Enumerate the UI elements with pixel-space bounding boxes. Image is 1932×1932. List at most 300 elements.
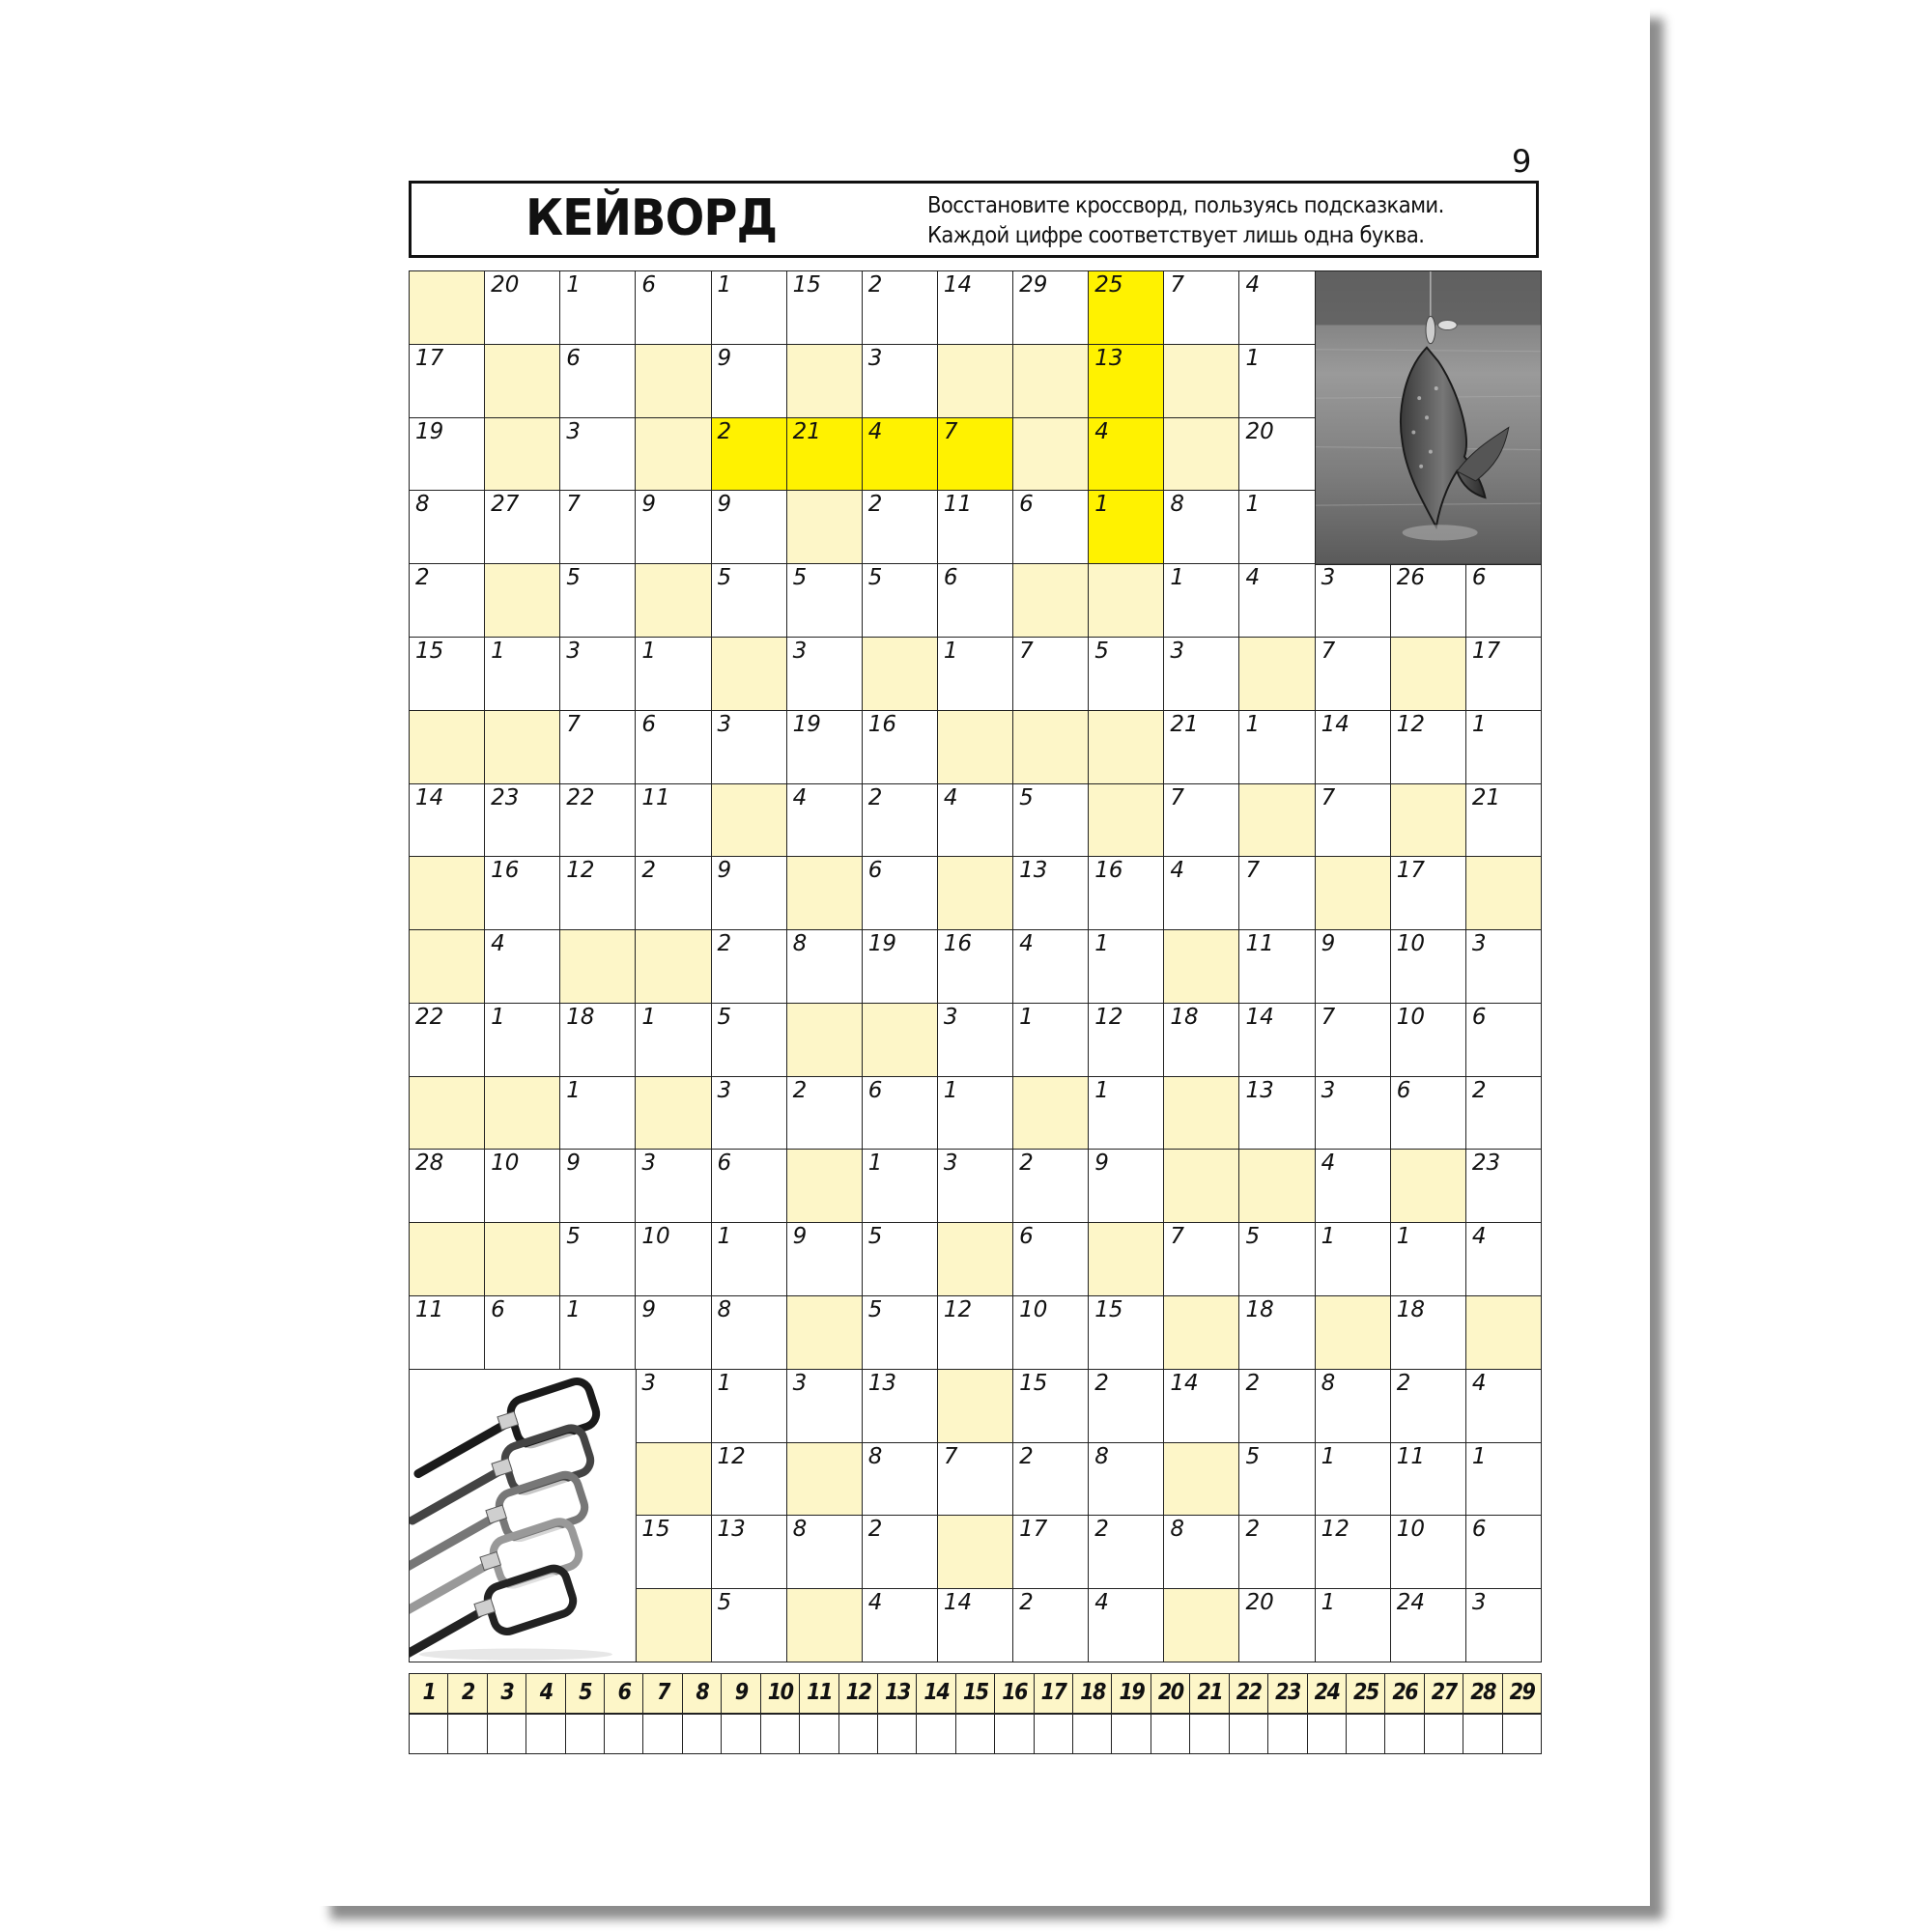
grid-cell[interactable] [711, 1222, 788, 1296]
grid-cell[interactable] [1315, 1588, 1392, 1662]
grid-cell-shaded[interactable] [1012, 417, 1090, 492]
grid-cell-shaded[interactable] [1012, 1076, 1090, 1151]
grid-cell[interactable] [1012, 929, 1090, 1004]
grid-cell[interactable] [1315, 929, 1392, 1004]
grid-cell[interactable] [1238, 929, 1316, 1004]
grid-cell[interactable] [1238, 1003, 1316, 1077]
key-letter-cell[interactable] [1034, 1714, 1074, 1754]
grid-cell[interactable] [711, 1003, 788, 1077]
grid-cell[interactable] [1238, 1515, 1316, 1589]
grid-cell[interactable] [1465, 1003, 1543, 1077]
grid-cell[interactable] [1012, 783, 1090, 858]
grid-cell[interactable] [1390, 1003, 1467, 1077]
cell-number: 4 [943, 784, 958, 810]
grid-cell[interactable] [1163, 637, 1240, 711]
grid-cell[interactable] [862, 1149, 939, 1223]
grid-cell-shaded[interactable] [1390, 783, 1467, 858]
grid-cell[interactable] [559, 637, 637, 711]
grid-cell-shaded[interactable] [1390, 1149, 1467, 1223]
grid-cell[interactable] [1012, 856, 1090, 930]
key-letter-cell[interactable] [604, 1714, 644, 1754]
grid-cell[interactable] [559, 1149, 637, 1223]
grid-cell-shaded[interactable] [484, 710, 561, 784]
grid-cell-shaded[interactable] [786, 1003, 864, 1077]
grid-cell[interactable] [1088, 1588, 1165, 1662]
grid-cell[interactable] [484, 783, 561, 858]
grid-cell-shaded[interactable] [1163, 417, 1240, 492]
grid-cell[interactable] [1163, 783, 1240, 858]
grid-cell[interactable] [1390, 1222, 1467, 1296]
grid-cell-shaded[interactable] [1088, 783, 1165, 858]
grid-cell[interactable] [862, 1076, 939, 1151]
grid-cell-shaded[interactable] [786, 490, 864, 564]
grid-cell[interactable] [862, 1295, 939, 1370]
grid-cell[interactable] [409, 637, 486, 711]
grid-cell[interactable] [635, 1369, 712, 1443]
grid-cell[interactable] [711, 563, 788, 638]
grid-cell[interactable] [635, 270, 712, 345]
grid-cell[interactable] [1238, 1222, 1316, 1296]
grid-cell[interactable] [1465, 1515, 1543, 1589]
key-letter-cell[interactable] [1229, 1714, 1269, 1754]
cell-number: 16 [867, 711, 897, 737]
grid-cell-shaded[interactable] [1163, 1295, 1240, 1370]
grid-cell-shaded[interactable] [1012, 344, 1090, 418]
grid-cell[interactable] [1390, 1295, 1467, 1370]
grid-cell-shaded[interactable] [786, 1149, 864, 1223]
grid-cell[interactable] [711, 1588, 788, 1662]
grid-cell[interactable] [786, 1369, 864, 1443]
grid-cell[interactable] [1238, 1076, 1316, 1151]
grid-cell-shaded[interactable] [1163, 1442, 1240, 1517]
grid-cell[interactable] [862, 563, 939, 638]
grid-cell[interactable] [559, 490, 637, 564]
grid-cell-shaded[interactable] [1465, 856, 1543, 930]
grid-cell[interactable] [1163, 710, 1240, 784]
key-letter-cell[interactable] [1463, 1714, 1503, 1754]
key-letter-cell[interactable] [799, 1714, 839, 1754]
key-letter-cell[interactable] [994, 1714, 1035, 1754]
grid-cell[interactable] [1390, 710, 1467, 784]
grid-cell[interactable] [1465, 783, 1543, 858]
grid-cell[interactable] [1390, 1588, 1467, 1662]
grid-cell[interactable] [1088, 637, 1165, 711]
grid-cell[interactable] [711, 1515, 788, 1589]
grid-cell[interactable] [1465, 929, 1543, 1004]
grid-cell[interactable] [711, 490, 788, 564]
grid-cell[interactable] [1238, 1369, 1316, 1443]
key-letter-cell[interactable] [642, 1714, 683, 1754]
key-letter-cell[interactable] [1346, 1714, 1386, 1754]
grid-cell[interactable] [1238, 270, 1316, 345]
key-letter-cell[interactable] [682, 1714, 723, 1754]
grid-cell-shaded[interactable] [409, 929, 486, 1004]
grid-cell[interactable] [862, 783, 939, 858]
grid-cell[interactable] [1465, 1588, 1543, 1662]
grid-cell[interactable] [409, 490, 486, 564]
grid-cell[interactable] [1012, 1003, 1090, 1077]
grid-cell-shaded[interactable] [1163, 1588, 1240, 1662]
grid-cell-shaded[interactable] [786, 1588, 864, 1662]
grid-cell[interactable] [1012, 1442, 1090, 1517]
grid-cell-shaded[interactable] [409, 856, 486, 930]
grid-cell[interactable] [409, 344, 486, 418]
grid-cell[interactable] [711, 1076, 788, 1151]
grid-cell[interactable] [1163, 856, 1240, 930]
grid-cell[interactable] [1465, 1149, 1543, 1223]
grid-cell[interactable] [1088, 1442, 1165, 1517]
grid-cell[interactable] [862, 1442, 939, 1517]
grid-cell[interactable] [559, 344, 637, 418]
grid-cell-shaded[interactable] [786, 344, 864, 418]
grid-cell[interactable] [937, 637, 1014, 711]
grid-cell[interactable] [409, 417, 486, 492]
grid-cell[interactable] [711, 710, 788, 784]
grid-cell[interactable] [1315, 637, 1392, 711]
grid-cell[interactable] [786, 1076, 864, 1151]
key-letter-cell[interactable] [447, 1714, 488, 1754]
grid-cell-shaded[interactable] [786, 1442, 864, 1517]
grid-cell[interactable] [635, 710, 712, 784]
grid-cell-highlighted[interactable] [1088, 270, 1165, 345]
grid-cell-shaded[interactable] [1315, 856, 1392, 930]
grid-cell[interactable] [635, 783, 712, 858]
grid-cell[interactable] [559, 270, 637, 345]
grid-cell[interactable] [559, 783, 637, 858]
grid-cell-shaded[interactable] [409, 1076, 486, 1151]
grid-cell-shaded[interactable] [635, 563, 712, 638]
grid-cell[interactable] [1088, 929, 1165, 1004]
grid-cell[interactable] [1390, 929, 1467, 1004]
grid-cell[interactable] [937, 563, 1014, 638]
grid-cell[interactable] [1238, 1588, 1316, 1662]
grid-cell[interactable] [862, 1369, 939, 1443]
grid-cell-shaded[interactable] [1163, 1149, 1240, 1223]
grid-cell-shaded[interactable] [1390, 637, 1467, 711]
grid-cell[interactable] [862, 1222, 939, 1296]
grid-cell-shaded[interactable] [937, 1222, 1014, 1296]
grid-cell-shaded[interactable] [1465, 1295, 1543, 1370]
key-letter-cell[interactable] [1111, 1714, 1151, 1754]
grid-cell[interactable] [1465, 1222, 1543, 1296]
grid-cell-shaded[interactable] [937, 710, 1014, 784]
grid-cell[interactable] [484, 490, 561, 564]
grid-cell-shaded[interactable] [484, 1222, 561, 1296]
grid-cell-shaded[interactable] [1163, 929, 1240, 1004]
grid-cell[interactable] [1163, 1003, 1240, 1077]
key-letter-cell[interactable] [955, 1714, 996, 1754]
grid-cell[interactable] [1465, 710, 1543, 784]
grid-cell-shaded[interactable] [1088, 563, 1165, 638]
grid-cell[interactable] [862, 1588, 939, 1662]
grid-cell[interactable] [635, 1222, 712, 1296]
grid-cell[interactable] [1238, 1442, 1316, 1517]
grid-cell[interactable] [1088, 1003, 1165, 1077]
grid-cell-shaded[interactable] [484, 417, 561, 492]
grid-cell-shaded[interactable] [1163, 1076, 1240, 1151]
grid-cell[interactable] [937, 1442, 1014, 1517]
grid-cell[interactable] [1238, 563, 1316, 638]
grid-cell[interactable] [711, 856, 788, 930]
grid-cell[interactable] [1012, 490, 1090, 564]
grid-cell[interactable] [635, 1515, 712, 1589]
grid-cell-shaded[interactable] [484, 1076, 561, 1151]
grid-cell-highlighted[interactable] [711, 417, 788, 492]
grid-cell[interactable] [937, 1003, 1014, 1077]
grid-cell-highlighted[interactable] [786, 417, 864, 492]
grid-cell[interactable] [786, 270, 864, 345]
grid-cell[interactable] [1315, 1222, 1392, 1296]
cell-number: 13 [1245, 1077, 1274, 1103]
key-letter-cell[interactable] [1307, 1714, 1348, 1754]
grid-cell-shaded[interactable] [1238, 783, 1316, 858]
grid-cell[interactable] [1315, 1076, 1392, 1151]
grid-cell[interactable] [484, 1149, 561, 1223]
key-letter-cell[interactable] [1267, 1714, 1308, 1754]
grid-cell[interactable] [484, 1003, 561, 1077]
grid-cell-shaded[interactable] [1088, 1222, 1165, 1296]
grid-cell[interactable] [409, 563, 486, 638]
grid-cell[interactable] [862, 270, 939, 345]
grid-cell-shaded[interactable] [635, 417, 712, 492]
grid-cell-shaded[interactable] [1163, 344, 1240, 418]
grid-cell[interactable] [786, 710, 864, 784]
grid-cell[interactable] [1163, 270, 1240, 345]
key-letter-cell[interactable] [838, 1714, 879, 1754]
grid-cell[interactable] [1315, 1003, 1392, 1077]
grid-cell-shaded[interactable] [862, 1003, 939, 1077]
grid-cell-shaded[interactable] [635, 344, 712, 418]
grid-cell-shaded[interactable] [635, 1076, 712, 1151]
grid-cell-shaded[interactable] [937, 344, 1014, 418]
grid-cell-highlighted[interactable] [937, 417, 1014, 492]
grid-cell[interactable] [1315, 1369, 1392, 1443]
grid-cell[interactable] [937, 929, 1014, 1004]
grid-cell[interactable] [937, 1295, 1014, 1370]
grid-cell[interactable] [1012, 1295, 1090, 1370]
grid-cell[interactable] [1390, 1076, 1467, 1151]
grid-cell-shaded[interactable] [484, 563, 561, 638]
grid-cell-highlighted[interactable] [1088, 344, 1165, 418]
grid-cell[interactable] [1390, 856, 1467, 930]
grid-cell-highlighted[interactable] [1088, 490, 1165, 564]
grid-cell-shaded[interactable] [862, 637, 939, 711]
grid-cell[interactable] [786, 563, 864, 638]
grid-cell[interactable] [1315, 563, 1392, 638]
cell-number: 4 [1321, 1151, 1336, 1177]
key-letter-cell[interactable] [877, 1714, 918, 1754]
key-letter-cell[interactable] [1502, 1714, 1543, 1754]
grid-cell-shaded[interactable] [937, 1369, 1014, 1443]
grid-cell-shaded[interactable] [1238, 1149, 1316, 1223]
grid-cell[interactable] [559, 1295, 637, 1370]
grid-cell[interactable] [937, 1076, 1014, 1151]
grid-cell[interactable] [1163, 1369, 1240, 1443]
grid-cell[interactable] [635, 1149, 712, 1223]
grid-cell[interactable] [1012, 1369, 1090, 1443]
grid-cell[interactable] [1012, 1515, 1090, 1589]
grid-cell[interactable] [1238, 1295, 1316, 1370]
grid-cell[interactable] [1088, 1149, 1165, 1223]
grid-cell-shaded[interactable] [559, 929, 637, 1004]
grid-cell[interactable] [1465, 1442, 1543, 1517]
grid-cell[interactable] [786, 783, 864, 858]
grid-cell[interactable] [862, 1515, 939, 1589]
grid-cell-shaded[interactable] [1088, 710, 1165, 784]
grid-cell[interactable] [1238, 417, 1316, 492]
grid-cell[interactable] [635, 1003, 712, 1077]
key-letter-cell[interactable] [1072, 1714, 1113, 1754]
grid-cell[interactable] [1315, 1149, 1392, 1223]
grid-cell[interactable] [862, 490, 939, 564]
grid-cell-shaded[interactable] [1238, 637, 1316, 711]
grid-cell-shaded[interactable] [1315, 1295, 1392, 1370]
grid-cell[interactable] [559, 417, 637, 492]
grid-cell[interactable] [937, 270, 1014, 345]
grid-cell[interactable] [1390, 1442, 1467, 1517]
grid-cell[interactable] [1315, 1515, 1392, 1589]
grid-cell[interactable] [1315, 1442, 1392, 1517]
grid-cell[interactable] [1315, 710, 1392, 784]
grid-cell[interactable] [484, 856, 561, 930]
key-letter-cell[interactable] [760, 1714, 801, 1754]
grid-cell-highlighted[interactable] [1088, 417, 1165, 492]
grid-cell[interactable] [1390, 563, 1467, 638]
key-number-cell [1072, 1673, 1113, 1714]
grid-cell[interactable] [1088, 1295, 1165, 1370]
grid-cell[interactable] [409, 1149, 486, 1223]
grid-cell[interactable] [1163, 490, 1240, 564]
grid-cell[interactable] [635, 1295, 712, 1370]
key-letter-cell[interactable] [487, 1714, 527, 1754]
grid-cell[interactable] [1465, 1076, 1543, 1151]
grid-cell[interactable] [484, 637, 561, 711]
grid-cell[interactable] [786, 1222, 864, 1296]
grid-cell-shaded[interactable] [1012, 563, 1090, 638]
grid-cell[interactable] [711, 1369, 788, 1443]
grid-cell[interactable] [1238, 490, 1316, 564]
grid-cell[interactable] [1012, 1222, 1090, 1296]
grid-cell[interactable] [1163, 563, 1240, 638]
grid-cell[interactable] [1088, 856, 1165, 930]
grid-cell-shaded[interactable] [711, 637, 788, 711]
grid-cell-shaded[interactable] [711, 783, 788, 858]
grid-cell[interactable] [937, 1588, 1014, 1662]
grid-cell[interactable] [635, 637, 712, 711]
grid-cell-shaded[interactable] [937, 1515, 1014, 1589]
key-letter-cell[interactable] [1189, 1714, 1230, 1754]
grid-cell[interactable] [409, 783, 486, 858]
key-letter-cell[interactable] [409, 1714, 449, 1754]
grid-cell[interactable] [484, 270, 561, 345]
grid-cell[interactable] [635, 490, 712, 564]
cell-number: 1 [1245, 711, 1261, 737]
grid-cell[interactable] [711, 929, 788, 1004]
grid-cell[interactable] [1390, 1515, 1467, 1589]
grid-cell[interactable] [1465, 1369, 1543, 1443]
grid-cell[interactable] [1088, 1076, 1165, 1151]
grid-cell[interactable] [862, 856, 939, 930]
grid-cell[interactable] [937, 490, 1014, 564]
grid-cell-shaded[interactable] [409, 1222, 486, 1296]
key-letter-cell[interactable] [565, 1714, 606, 1754]
cell-number: 1 [1094, 492, 1109, 518]
cell-number: 1 [1471, 711, 1487, 737]
grid-cell[interactable] [786, 929, 864, 1004]
grid-cell[interactable] [484, 929, 561, 1004]
grid-cell[interactable] [711, 344, 788, 418]
key-letter-cell[interactable] [1424, 1714, 1464, 1754]
grid-cell[interactable] [1238, 856, 1316, 930]
grid-cell[interactable] [711, 1442, 788, 1517]
grid-cell[interactable] [1088, 1515, 1165, 1589]
grid-cell[interactable] [937, 783, 1014, 858]
grid-cell-shaded[interactable] [409, 270, 486, 345]
grid-cell-shaded[interactable] [1012, 710, 1090, 784]
grid-cell[interactable] [937, 1149, 1014, 1223]
grid-cell[interactable] [711, 1149, 788, 1223]
grid-cell[interactable] [862, 929, 939, 1004]
key-letter-cell[interactable] [721, 1714, 761, 1754]
grid-cell[interactable] [862, 344, 939, 418]
grid-cell-highlighted[interactable] [862, 417, 939, 492]
grid-cell[interactable] [559, 1076, 637, 1151]
key-letter-cell[interactable] [1151, 1714, 1191, 1754]
grid-cell[interactable] [1238, 710, 1316, 784]
grid-cell-shaded[interactable] [635, 929, 712, 1004]
grid-cell-shaded[interactable] [786, 856, 864, 930]
grid-cell-shaded[interactable] [409, 710, 486, 784]
key-letter-cell[interactable] [916, 1714, 956, 1754]
grid-cell[interactable] [711, 1295, 788, 1370]
grid-cell[interactable] [1163, 1515, 1240, 1589]
grid-cell-shaded[interactable] [484, 344, 561, 418]
grid-cell[interactable] [1012, 1149, 1090, 1223]
grid-cell[interactable] [1012, 637, 1090, 711]
cell-number: 21 [1170, 711, 1199, 737]
grid-cell[interactable] [1163, 1222, 1240, 1296]
key-letter-cell[interactable] [526, 1714, 566, 1754]
grid-cell[interactable] [484, 1295, 561, 1370]
grid-cell[interactable] [635, 856, 712, 930]
grid-cell-shaded[interactable] [937, 856, 1014, 930]
grid-cell[interactable] [1088, 1369, 1165, 1443]
grid-cell[interactable] [1238, 344, 1316, 418]
grid-cell[interactable] [559, 710, 637, 784]
grid-cell[interactable] [711, 270, 788, 345]
grid-cell[interactable] [1465, 563, 1543, 638]
cell-number: 9 [1321, 931, 1336, 957]
grid-cell-shaded[interactable] [635, 1588, 712, 1662]
grid-cell[interactable] [862, 710, 939, 784]
grid-cell[interactable] [786, 1515, 864, 1589]
grid-cell[interactable] [409, 1003, 486, 1077]
grid-cell[interactable] [1012, 270, 1090, 345]
grid-cell-shaded[interactable] [635, 1442, 712, 1517]
key-letter-cell[interactable] [1384, 1714, 1425, 1754]
grid-cell-shaded[interactable] [786, 1295, 864, 1370]
grid-cell[interactable] [1315, 783, 1392, 858]
grid-cell[interactable] [559, 563, 637, 638]
grid-cell[interactable] [559, 856, 637, 930]
grid-cell[interactable] [409, 1295, 486, 1370]
grid-cell[interactable] [786, 637, 864, 711]
grid-cell[interactable] [559, 1222, 637, 1296]
grid-cell[interactable] [1390, 1369, 1467, 1443]
grid-cell[interactable] [559, 1003, 637, 1077]
grid-cell[interactable] [1012, 1588, 1090, 1662]
grid-cell[interactable] [1465, 637, 1543, 711]
